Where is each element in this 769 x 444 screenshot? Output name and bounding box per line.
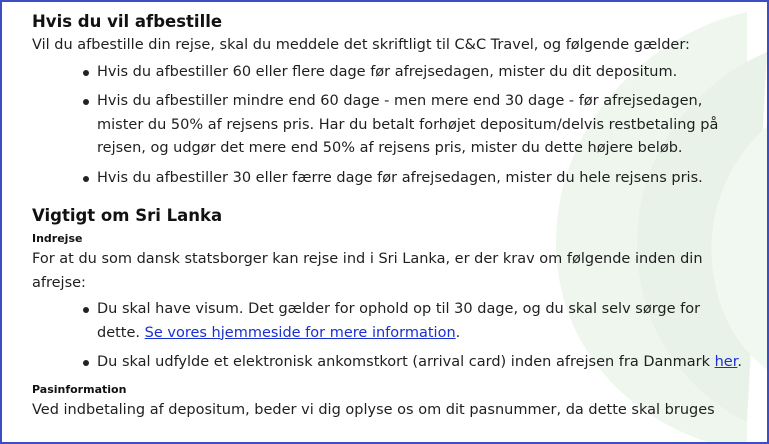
- arrival-card-link[interactable]: her: [714, 354, 738, 370]
- cancel-intro: Vil du afbestille din rejse, skal du meddele det skriftligt til C&C Travel, og følgende gælder:: [32, 37, 690, 53]
- cancel-list: [32, 61, 742, 191]
- entry-heading: Indrejse: [32, 232, 83, 245]
- cancel-item: Hvis du afbestiller 60 eller flere dage før afrejsedagen, mister du dit depositum.: [97, 61, 742, 85]
- passport-text: Ved indbetaling af depositum, beder vi dig oplyse os om dit pasnummer, da dette skal bruges: [32, 401, 715, 418]
- cancel-item: Hvis du afbestiller 30 eller færre dage før afrejsedagen, mister du hele rejsens pris.: [97, 167, 742, 191]
- card-end: .: [737, 354, 742, 370]
- entry-list: [32, 298, 742, 375]
- visa-item: [97, 298, 742, 345]
- card-text: Du skal udfylde et elektronisk ankomstkort (arrival card) inden afrejsen fra Danmark: [97, 354, 710, 370]
- cancel-item: Hvis du afbestiller mindre end 60 dage - men mere end 30 dage - før afrejsedagen, mister du 50% af rejsens pris. Har du betalt forhøjet depositum/delvis restbetaling på rejsen, og udgør det mere end 50% af rejsens pris, mister du dette højere beløb.: [97, 90, 742, 161]
- visa-end: .: [455, 324, 461, 341]
- arrival-card-item: [97, 351, 742, 375]
- visa-text: Du skal have visum. Det gælder for ophold op til 30 dage, og du skal selv sørge for dette.: [97, 301, 701, 341]
- passport-heading: Pasinformation: [32, 382, 127, 396]
- entry-intro: For at du som dansk statsborger kan rejse ind i Sri Lanka, er der krav om følgende inden din afrejse:: [32, 251, 703, 291]
- cancel-heading: Hvis du vil afbestille: [32, 12, 223, 31]
- srilanka-heading: Vigtigt om Sri Lanka: [32, 206, 223, 225]
- visa-info-link[interactable]: Se vores hjemmeside for mere information: [144, 324, 456, 341]
- document-content: [32, 10, 742, 422]
